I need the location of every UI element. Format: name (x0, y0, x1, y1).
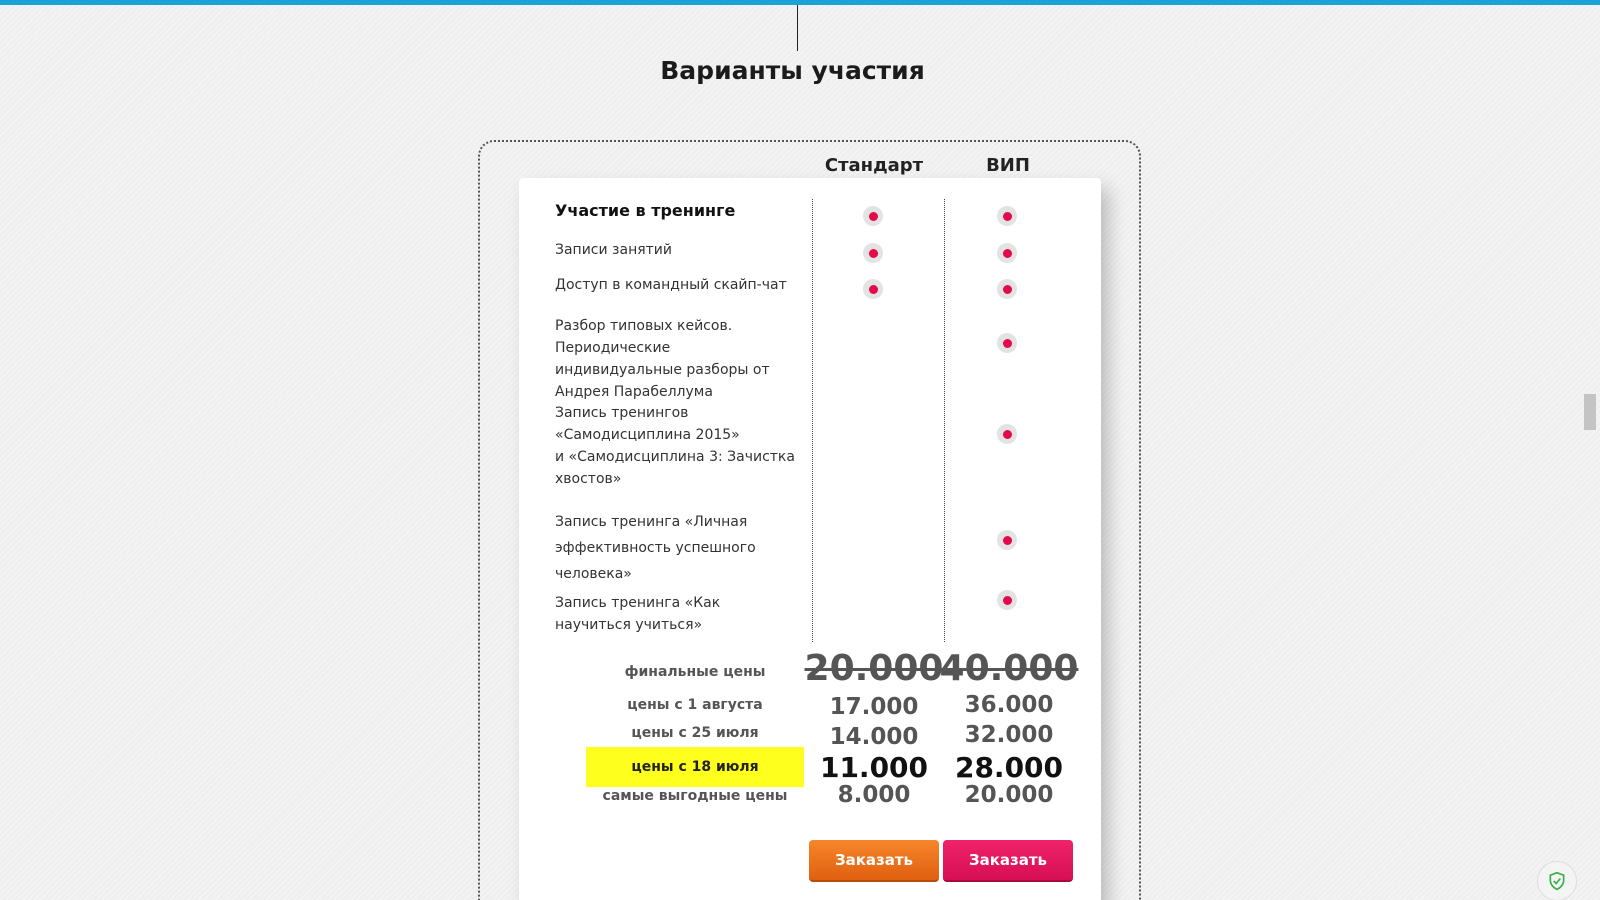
price-tier-label: самые выгодные цены (602, 788, 788, 804)
price-standard-current: 11.000 (819, 751, 929, 784)
shield-check-icon[interactable] (1537, 861, 1577, 900)
column-header-standard: Стандарт (824, 155, 924, 176)
feature-label: Запись тренинга «Как научиться учиться» (555, 595, 721, 633)
check-dot-icon (997, 590, 1017, 610)
price-tier-label: цены с 1 августа (627, 697, 763, 713)
price-vip: 36.000 (964, 692, 1054, 718)
feature-label: Доступ в командный скайп-чат (555, 277, 787, 293)
section-title: Варианты участия (660, 56, 925, 85)
decorative-line (797, 5, 798, 51)
feature-label: Разбор типовых кейсов. Периодические индивидуальные разборы от Андрея Парабеллума (555, 318, 770, 400)
check-dot-icon (863, 279, 883, 299)
check-dot-icon (997, 333, 1017, 353)
feature-label: Участие в тренинге (555, 201, 736, 220)
price-vip: 32.000 (964, 722, 1054, 748)
feature-label: Запись тренингов «Самодисциплина 2015» и «Самодисциплина 3: Зачистка хвостов» (555, 405, 795, 487)
check-dot-icon (997, 279, 1017, 299)
price-standard: 8.000 (837, 782, 911, 808)
price-tier-label: финальные цены (624, 664, 766, 680)
column-divider (944, 199, 945, 642)
price-standard: 14.000 (829, 724, 919, 750)
check-dot-icon (863, 243, 883, 263)
top-accent-bar (0, 0, 1600, 5)
scrollbar-thumb[interactable] (1584, 394, 1596, 430)
feature-label: Запись тренинга «Личная эффективность успешного человека» (555, 514, 756, 582)
price-vip-current: 28.000 (954, 751, 1064, 784)
price-tier-label-highlighted: цены с 18 июля (586, 747, 804, 787)
column-divider (812, 199, 813, 642)
price-vip-final: 40.000 (939, 648, 1079, 689)
shield-check-icon-svg (1547, 871, 1567, 891)
check-dot-icon (997, 243, 1017, 263)
price-standard-final: 20.000 (804, 648, 944, 689)
order-standard-button[interactable]: Заказать (809, 840, 939, 882)
check-dot-icon (997, 206, 1017, 226)
column-header-vip: ВИП (986, 155, 1030, 176)
price-vip: 20.000 (964, 782, 1054, 808)
check-dot-icon (863, 206, 883, 226)
check-dot-icon (997, 424, 1017, 444)
order-vip-button[interactable]: Заказать (943, 840, 1073, 882)
feature-label: Записи занятий (555, 242, 673, 258)
price-tier-label: цены с 25 июля (631, 725, 759, 741)
check-dot-icon (997, 530, 1017, 550)
price-standard: 17.000 (829, 694, 919, 720)
